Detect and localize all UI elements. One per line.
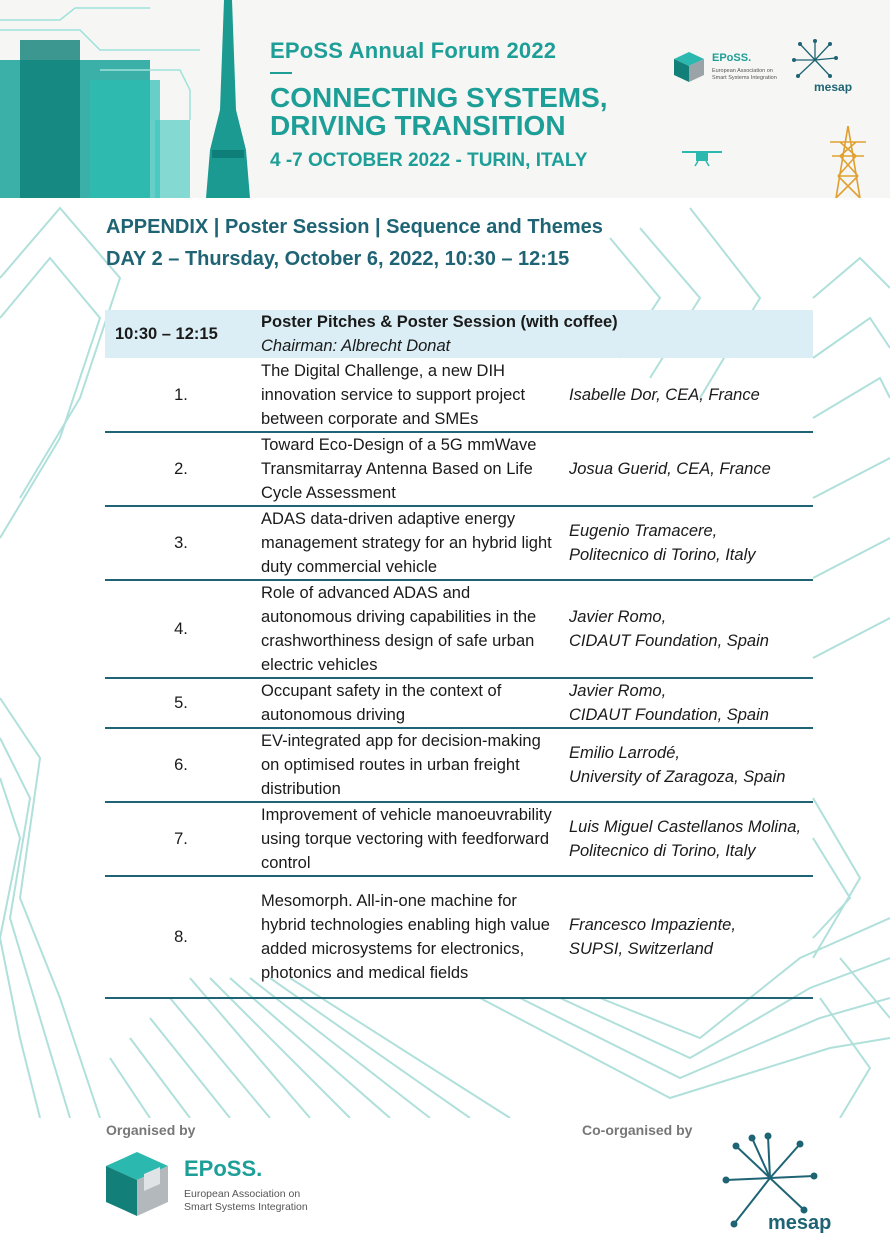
poster-row [105,358,813,432]
title-dash [270,72,292,74]
poster-title: Occupant safety in the context of autonomous driving [257,678,563,728]
header-banner [0,0,890,198]
poster-number: 3. [105,506,257,580]
poster-presenter: Isabelle Dor, CEA, France [563,358,813,432]
session-header-row [105,310,813,358]
session-title: Poster Pitches & Poster Session (with coffee) [261,313,618,331]
session-chair: Chairman: Albrecht Donat [261,337,451,355]
poster-title: ADAS data-driven adaptive energy management strategy for an hybrid light duty commercial vehicle [257,506,563,580]
header-mesap-name: mesap [814,80,853,94]
poster-schedule-table [105,310,813,999]
poster-number: 6. [105,728,257,802]
poster-row [105,580,813,678]
poster-row [105,802,813,876]
header-eposs-sub1: European Association on [712,68,773,74]
footer-mesap-logo [720,1130,850,1238]
eposs-cube-icon [672,50,706,84]
header-eposs-logo [672,48,782,88]
footer-eposs-name: EPoSS. [184,1156,263,1181]
poster-presenter: Francesco Impaziente, SUPSI, Switzerland [563,876,813,998]
poster-presenter: Javier Romo, CIDAUT Foundation, Spain [563,678,813,728]
poster-title: Improvement of vehicle manoeuvrability using torque vectoring with feedforward control [257,802,563,876]
day-title: DAY 2 – Thursday, October 6, 2022, 10:30 – 12:15 [106,248,570,270]
eposs-cube-icon [104,1150,170,1218]
poster-presenter: Josua Guerid, CEA, France [563,432,813,506]
poster-number: 4. [105,580,257,678]
poster-row [105,876,813,998]
poster-presenter: Eugenio Tramacere, Politecnico di Torino, Italy [563,506,813,580]
session-time: 10:30 – 12:15 [105,310,257,358]
header-mesap-logo [790,38,870,98]
circuit-skyline-graphic [0,0,260,198]
footer-eposs-subtitle [184,1188,344,1214]
tagline-line2: DRIVING TRANSITION [270,110,566,141]
poster-number: 1. [105,358,257,432]
poster-presenter: Luis Miguel Castellanos Molina, Politecnico di Torino, Italy [563,802,813,876]
appendix-title: APPENDIX | Poster Session | Sequence and Themes [106,216,603,238]
session-info [257,310,813,358]
poster-row [105,728,813,802]
footer-eposs-sub1: European Association on [184,1188,301,1200]
event-dates: 4 -7 OCTOBER 2022 - TURIN, ITALY [270,150,588,171]
poster-presenter: Emilio Larrodé, University of Zaragoza, Spain [563,728,813,802]
poster-number: 2. [105,432,257,506]
event-name: EPoSS Annual Forum 2022 [270,38,557,63]
power-pylon-icon [826,126,870,198]
poster-number: 7. [105,802,257,876]
co-organised-by-label: Co-organised by [582,1122,693,1138]
poster-row [105,678,813,728]
organised-by-label: Organised by [106,1122,196,1138]
footer-eposs-logo [104,1150,344,1220]
poster-row [105,432,813,506]
header-eposs-subtitle [712,68,792,82]
poster-title: Mesomorph. All-in-one machine for hybrid technologies enabling high value added microsystems for electronics, photonics and medical fields [257,876,563,998]
poster-title: EV-integrated app for decision-making on optimised routes in urban freight distribution [257,728,563,802]
poster-title: Role of advanced ADAS and autonomous driving capabilities in the crashworthiness design of safe urban electric vehicles [257,580,563,678]
poster-title: The Digital Challenge, a new DIH innovation service to support project between corporate and SMEs [257,358,563,432]
mesap-network-icon [790,38,840,84]
event-tagline [270,84,670,140]
tagline-line1: CONNECTING SYSTEMS, [270,82,608,113]
footer-eposs-sub2: Smart Systems Integration [184,1201,308,1213]
footer-mesap-name: mesap [768,1212,832,1234]
poster-number: 8. [105,876,257,998]
header-eposs-sub2: Smart Systems Integration [712,75,777,81]
poster-presenter: Javier Romo, CIDAUT Foundation, Spain [563,580,813,678]
poster-row [105,506,813,580]
poster-title: Toward Eco-Design of a 5G mmWave Transmitarray Antenna Based on Life Cycle Assessment [257,432,563,506]
poster-number: 5. [105,678,257,728]
header-eposs-name: EPoSS. [712,52,752,64]
drone-icon [680,148,724,168]
